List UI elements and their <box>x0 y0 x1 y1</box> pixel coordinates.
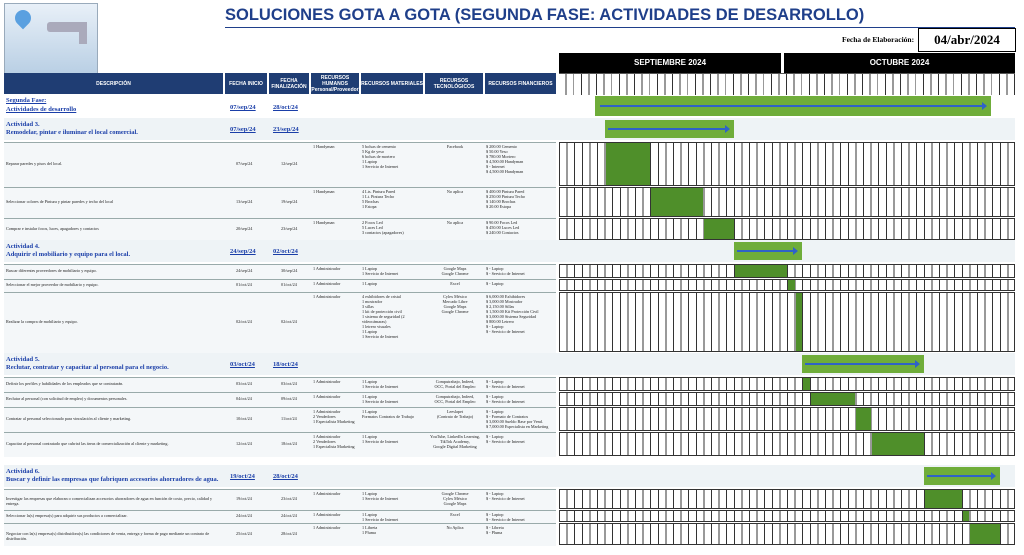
section-start: 07/sep/24 <box>230 126 256 133</box>
task-finance: $ - Laptop $ - Servicio de Internet <box>486 491 525 501</box>
task-description: Comprar e instalar focos, luces, apagadores y contactos <box>6 226 99 231</box>
task-materials: 4 exhibidores de cristal 1 mostrador 3 sillas 1 kit de protección civil 1 sistema de seguridad (2 videocámaras) 1 letrero visuales 1 Laptop 1 Servicio de Internet <box>362 294 405 339</box>
gantt-row-grid <box>559 432 1015 456</box>
task-description: Realizar la compra de mobiliario y equipo. <box>6 319 78 324</box>
task-description: Seleccionar colores de Pintura y pintar paredes y techo del local <box>6 199 114 204</box>
day-header-strip <box>559 73 1015 95</box>
task-finance: $ - Laptop <box>486 281 504 286</box>
date-label: Fecha de Elaboración: <box>842 35 915 44</box>
gantt-row-grid <box>559 392 1015 406</box>
task-materials: 1 Laptop 1 Servicio de Internet <box>362 266 399 276</box>
task-end: 30/sep/24 <box>281 268 298 273</box>
task-tech: Leeslapet (Contrato de Trabajo) <box>436 409 474 419</box>
month-october: OCTUBRE 2024 <box>784 53 1015 73</box>
task-tech: YouTube, LinkedIn Learning, TikTok Academy, Google Digital Marketing <box>430 434 480 449</box>
task-description: Investigar las empresas que elaboran o comercializan accesorios ahorradores de agua en función de costo, precio, calidad y entrega. <box>6 496 213 506</box>
section-header <box>4 118 1015 140</box>
section-end: 02/oct/24 <box>273 248 298 255</box>
task-hr: 1 Administrador <box>313 394 341 399</box>
section-start: 19/oct/24 <box>230 473 255 480</box>
col-fecha-fin: FECHA FINALIZACIÓN <box>269 73 309 94</box>
task-materials: 1 Laptop 1 Servicio de Internet <box>362 379 399 389</box>
gantt-row-grid <box>559 377 1015 391</box>
task-gantt-bar <box>856 408 870 430</box>
gantt-row-grid <box>559 187 1015 217</box>
task-gantt-bar <box>788 280 795 290</box>
section-header <box>4 240 1015 262</box>
task-start: 19/oct/24 <box>236 496 252 501</box>
task-start: 25/oct/24 <box>236 531 252 536</box>
task-gantt-bar <box>872 433 924 455</box>
phase-end: 28/oct/24 <box>273 104 298 111</box>
task-finance: $ - Libreta $ - Pluma <box>486 525 504 535</box>
section-subtitle: Reclutar, contratar y capacitar al personal para el negocio. <box>6 364 169 371</box>
task-start: 12/oct/24 <box>236 441 252 446</box>
phase-arrow-icon <box>600 105 984 107</box>
month-september: SEPTIEMBRE 2024 <box>559 53 781 73</box>
task-finance: $ - Laptop $ - Servicio de Internet <box>486 266 525 276</box>
col-financieros: RECURSOS FINANCIEROS <box>485 73 556 94</box>
task-materials: 1 Laptop Formatos Contratos de Trabajo <box>362 409 414 419</box>
section-subtitle: Buscar y definir las empresas que fabriquen accesorios ahorradores de agua. <box>6 476 219 483</box>
task-description: Negociar con la(s) empresa(s) distribuidora(s) las condiciones de venta, entrega y forma de pago mediante un contrato de distribución. <box>6 531 210 541</box>
task-finance: $ - Laptop $ - Formato de Contratos $ 3,000.00 Sueldo Base por Vend. $ 7,000.00 Especialista en Marketing <box>486 409 549 429</box>
task-hr: 1 Administrador <box>313 281 341 286</box>
task-materials: 1 Libreta 1 Pluma <box>362 525 378 535</box>
task-hr: 1 Administrador <box>313 491 341 496</box>
task-materials: 1 Laptop 1 Servicio de Internet <box>362 512 399 522</box>
phase-start: 07/sep/24 <box>230 104 256 111</box>
task-hr: 1 Administrador <box>313 512 341 517</box>
task-end: 28/oct/24 <box>281 531 297 536</box>
section-subtitle: Remodelar, pintar e iluminar el local comercial. <box>6 129 138 136</box>
task-start: 02/oct/24 <box>236 319 252 324</box>
section-arrow-icon <box>927 475 993 477</box>
task-gantt-bar <box>796 293 803 351</box>
task-description: Seleccionar la(s) empresa(s) para adquirir sus productos a comercializar. <box>6 513 128 518</box>
task-materials: 1 Laptop 1 Servicio de Internet <box>362 394 399 404</box>
col-fecha-inicio: FECHA INICIO <box>225 73 267 94</box>
col-tecnologicos: RECURSOS TECNOLÓGICOS <box>425 73 483 94</box>
task-description: Definir los perfiles y habilidades de los empleados que se contratarán. <box>6 381 124 386</box>
task-gantt-bar <box>651 188 703 216</box>
task-gantt-bar <box>735 265 787 277</box>
task-finance: $ - Laptop $ - Servicio de Internet <box>486 512 525 522</box>
task-hr: 1 Administrador <box>313 525 341 530</box>
task-tech: No Aplica <box>446 525 464 530</box>
task-start: 04/oct/24 <box>236 396 252 401</box>
task-description: Reclutar al personal (con solicitud de empleo) y documentos personales. <box>6 396 128 401</box>
task-finance: $ 90.00 Focos Led $ 450.00 Luces Led $ 240.00 Contactos <box>486 220 520 235</box>
section-start: 24/sep/24 <box>230 248 256 255</box>
task-gantt-bar <box>704 219 733 239</box>
section-title: Actividad 5. <box>6 356 40 363</box>
gantt-row-grid <box>559 218 1015 240</box>
task-hr: 1 Administrador <box>313 379 341 384</box>
task-gantt-bar <box>963 511 970 521</box>
task-tech: No aplica <box>446 220 464 225</box>
task-gantt-bar <box>803 378 810 390</box>
task-start: 10/oct/24 <box>236 416 252 421</box>
section-title: Actividad 3. <box>6 121 40 128</box>
section-arrow-icon <box>805 363 917 365</box>
task-tech: Computrabajo, Indeed, OCC, Portal del Empleo <box>434 379 476 389</box>
task-finance: $ 400.00 Pintura Pared $ 250.00 Pintura Techo $ 140.00 Brochas $ 20.00 Estopa <box>486 189 525 209</box>
task-tech: No aplica <box>446 189 464 194</box>
water-drop-icon <box>12 7 35 30</box>
section-arrow-icon <box>737 250 795 252</box>
task-finance: $ - Laptop $ - Servicio de Internet <box>486 434 525 444</box>
col-materiales: RECURSOS MATERIALES <box>361 73 423 94</box>
task-hr: 1 Administrador <box>313 294 341 299</box>
task-description: Contratar al personal seleccionado para vinculación al cliente y marketing. <box>6 416 132 421</box>
task-start: 24/sep/24 <box>236 268 253 273</box>
gantt-row-grid <box>559 292 1015 352</box>
task-materials: 5 bolsas de cemento 5 Kg de yeso 6 bolsas de mortero 1 Laptop 1 Servicio de Internet <box>362 144 399 169</box>
task-start: 03/oct/24 <box>236 381 252 386</box>
task-end: 02/oct/24 <box>281 319 297 324</box>
section-title: Actividad 4. <box>6 243 40 250</box>
task-description: Buscar diferentes proveedores de mobiliario y equipo. <box>6 268 97 273</box>
task-start: 07/sep/24 <box>236 161 253 166</box>
page-title: SOLUCIONES GOTA A GOTA (SEGUNDA FASE: ACTIVIDADES DE DESARROLLO) <box>225 6 865 24</box>
task-tech: Cylex México Mercado Libre Google Maps Google Chrome <box>441 294 469 314</box>
task-materials: 1 Laptop 1 Servicio de Internet <box>362 434 399 444</box>
gantt-row-grid <box>559 264 1015 278</box>
task-end: 09/oct/24 <box>281 396 297 401</box>
task-hr: 1 Administrador 2 Vendedores 1 Especialista Marketing <box>313 409 355 424</box>
gantt-row-grid <box>559 510 1015 522</box>
task-finance: $ - Laptop $ - Servicio de Internet <box>486 379 525 389</box>
task-description: Capacitar al personal contratado que cubrirá las áreas de comercialización al cliente y marketing. <box>6 441 169 446</box>
task-materials: 4 Lts. Pintura Pared 1 Lt. Pintura Techo 5 Brochas 1 Estopa <box>362 189 396 209</box>
date-value: 04/abr/2024 <box>918 28 1016 52</box>
task-end: 19/sep/24 <box>281 199 298 204</box>
gantt-row-grid <box>559 523 1015 545</box>
task-hr: 1 Handyman <box>313 189 335 194</box>
task-finance: $ 200.00 Cemento $ 50.00 Yeso $ 780.00 Mortero $ 4,500.00 Handyman $ - Internet $ 4,500.00 Handyman <box>486 144 524 174</box>
task-materials: 1 Laptop <box>362 281 378 286</box>
task-end: 24/oct/24 <box>281 513 297 518</box>
task-start: 01/oct/24 <box>236 282 252 287</box>
section-end: 28/oct/24 <box>273 473 298 480</box>
task-tech: Computrabajo, Indeed, OCC, Portal del Empleo <box>434 394 476 404</box>
section-arrow-icon <box>608 128 727 130</box>
section-start: 03/oct/24 <box>230 361 255 368</box>
task-end: 11/oct/24 <box>281 416 297 421</box>
task-tech: Google Chrome Cylex México Google Maps <box>441 491 469 506</box>
gantt-row-grid <box>559 407 1015 431</box>
phase-title: Segunda Fase: <box>6 97 47 104</box>
task-hr: 1 Administrador 2 Vendedores 1 Especialista Marketing <box>313 434 355 449</box>
section-subtitle: Adquirir el mobiliario y equipo para el local. <box>6 251 131 258</box>
col-descripcion: DESCRIPCIÓN <box>4 73 223 94</box>
phase-subtitle: Actividades de desarrollo <box>6 106 77 113</box>
task-finance: $ - Laptop $ - Servicio de Internet <box>486 394 525 404</box>
task-tech: Google Maps Google Chrome <box>441 266 469 276</box>
task-hr: 1 Administrador <box>313 266 341 271</box>
task-tech: Facebook <box>446 144 464 149</box>
task-finance: $ 6,000.00 Exhibidores $ 3,000.00 Mostrador $ 2,150.00 Sillas $ 1,500.00 Kit Protección Civil $ 3,000.00 Sistema Seguridad $ 800.00 Letrero $ - Laptop $ - Servicio de Internet <box>486 294 539 334</box>
task-end: 03/oct/24 <box>281 381 297 386</box>
task-hr: 1 Handyman <box>313 220 335 225</box>
task-tech: Excel <box>450 281 460 286</box>
gantt-row-grid <box>559 279 1015 291</box>
task-end: 12/sep/24 <box>281 161 298 166</box>
task-end: 23/oct/24 <box>281 496 297 501</box>
section-end: 18/oct/24 <box>273 361 298 368</box>
task-hr: 1 Handyman <box>313 144 335 149</box>
section-title: Actividad 6. <box>6 468 40 475</box>
task-end: 23/sep/24 <box>281 226 298 231</box>
task-materials: 2 Focos Led 5 Luces Led 3 contactos (apagadores) <box>362 220 404 235</box>
task-gantt-bar <box>606 143 651 185</box>
task-gantt-bar <box>970 524 999 544</box>
col-rrhh: RECURSOS HUMANOS (Personal/Proveedor) <box>309 74 361 93</box>
task-materials: 1 Laptop 1 Servicio de Internet <box>362 491 399 501</box>
task-description: Seleccionar el mejor proveedor de mobiliario y equipo. <box>6 282 99 287</box>
task-description: Reparar paredes y pisos del local. <box>6 161 63 166</box>
task-gantt-bar <box>925 490 962 508</box>
task-gantt-bar <box>811 393 856 405</box>
section-end: 23/sep/24 <box>273 126 299 133</box>
task-start: 13/sep/24 <box>236 199 253 204</box>
task-end: 01/oct/24 <box>281 282 297 287</box>
logo <box>4 3 98 75</box>
task-tech: Excel <box>450 512 460 517</box>
task-start: 24/oct/24 <box>236 513 252 518</box>
task-end: 18/oct/24 <box>281 441 297 446</box>
task-start: 20/sep/24 <box>236 226 253 231</box>
